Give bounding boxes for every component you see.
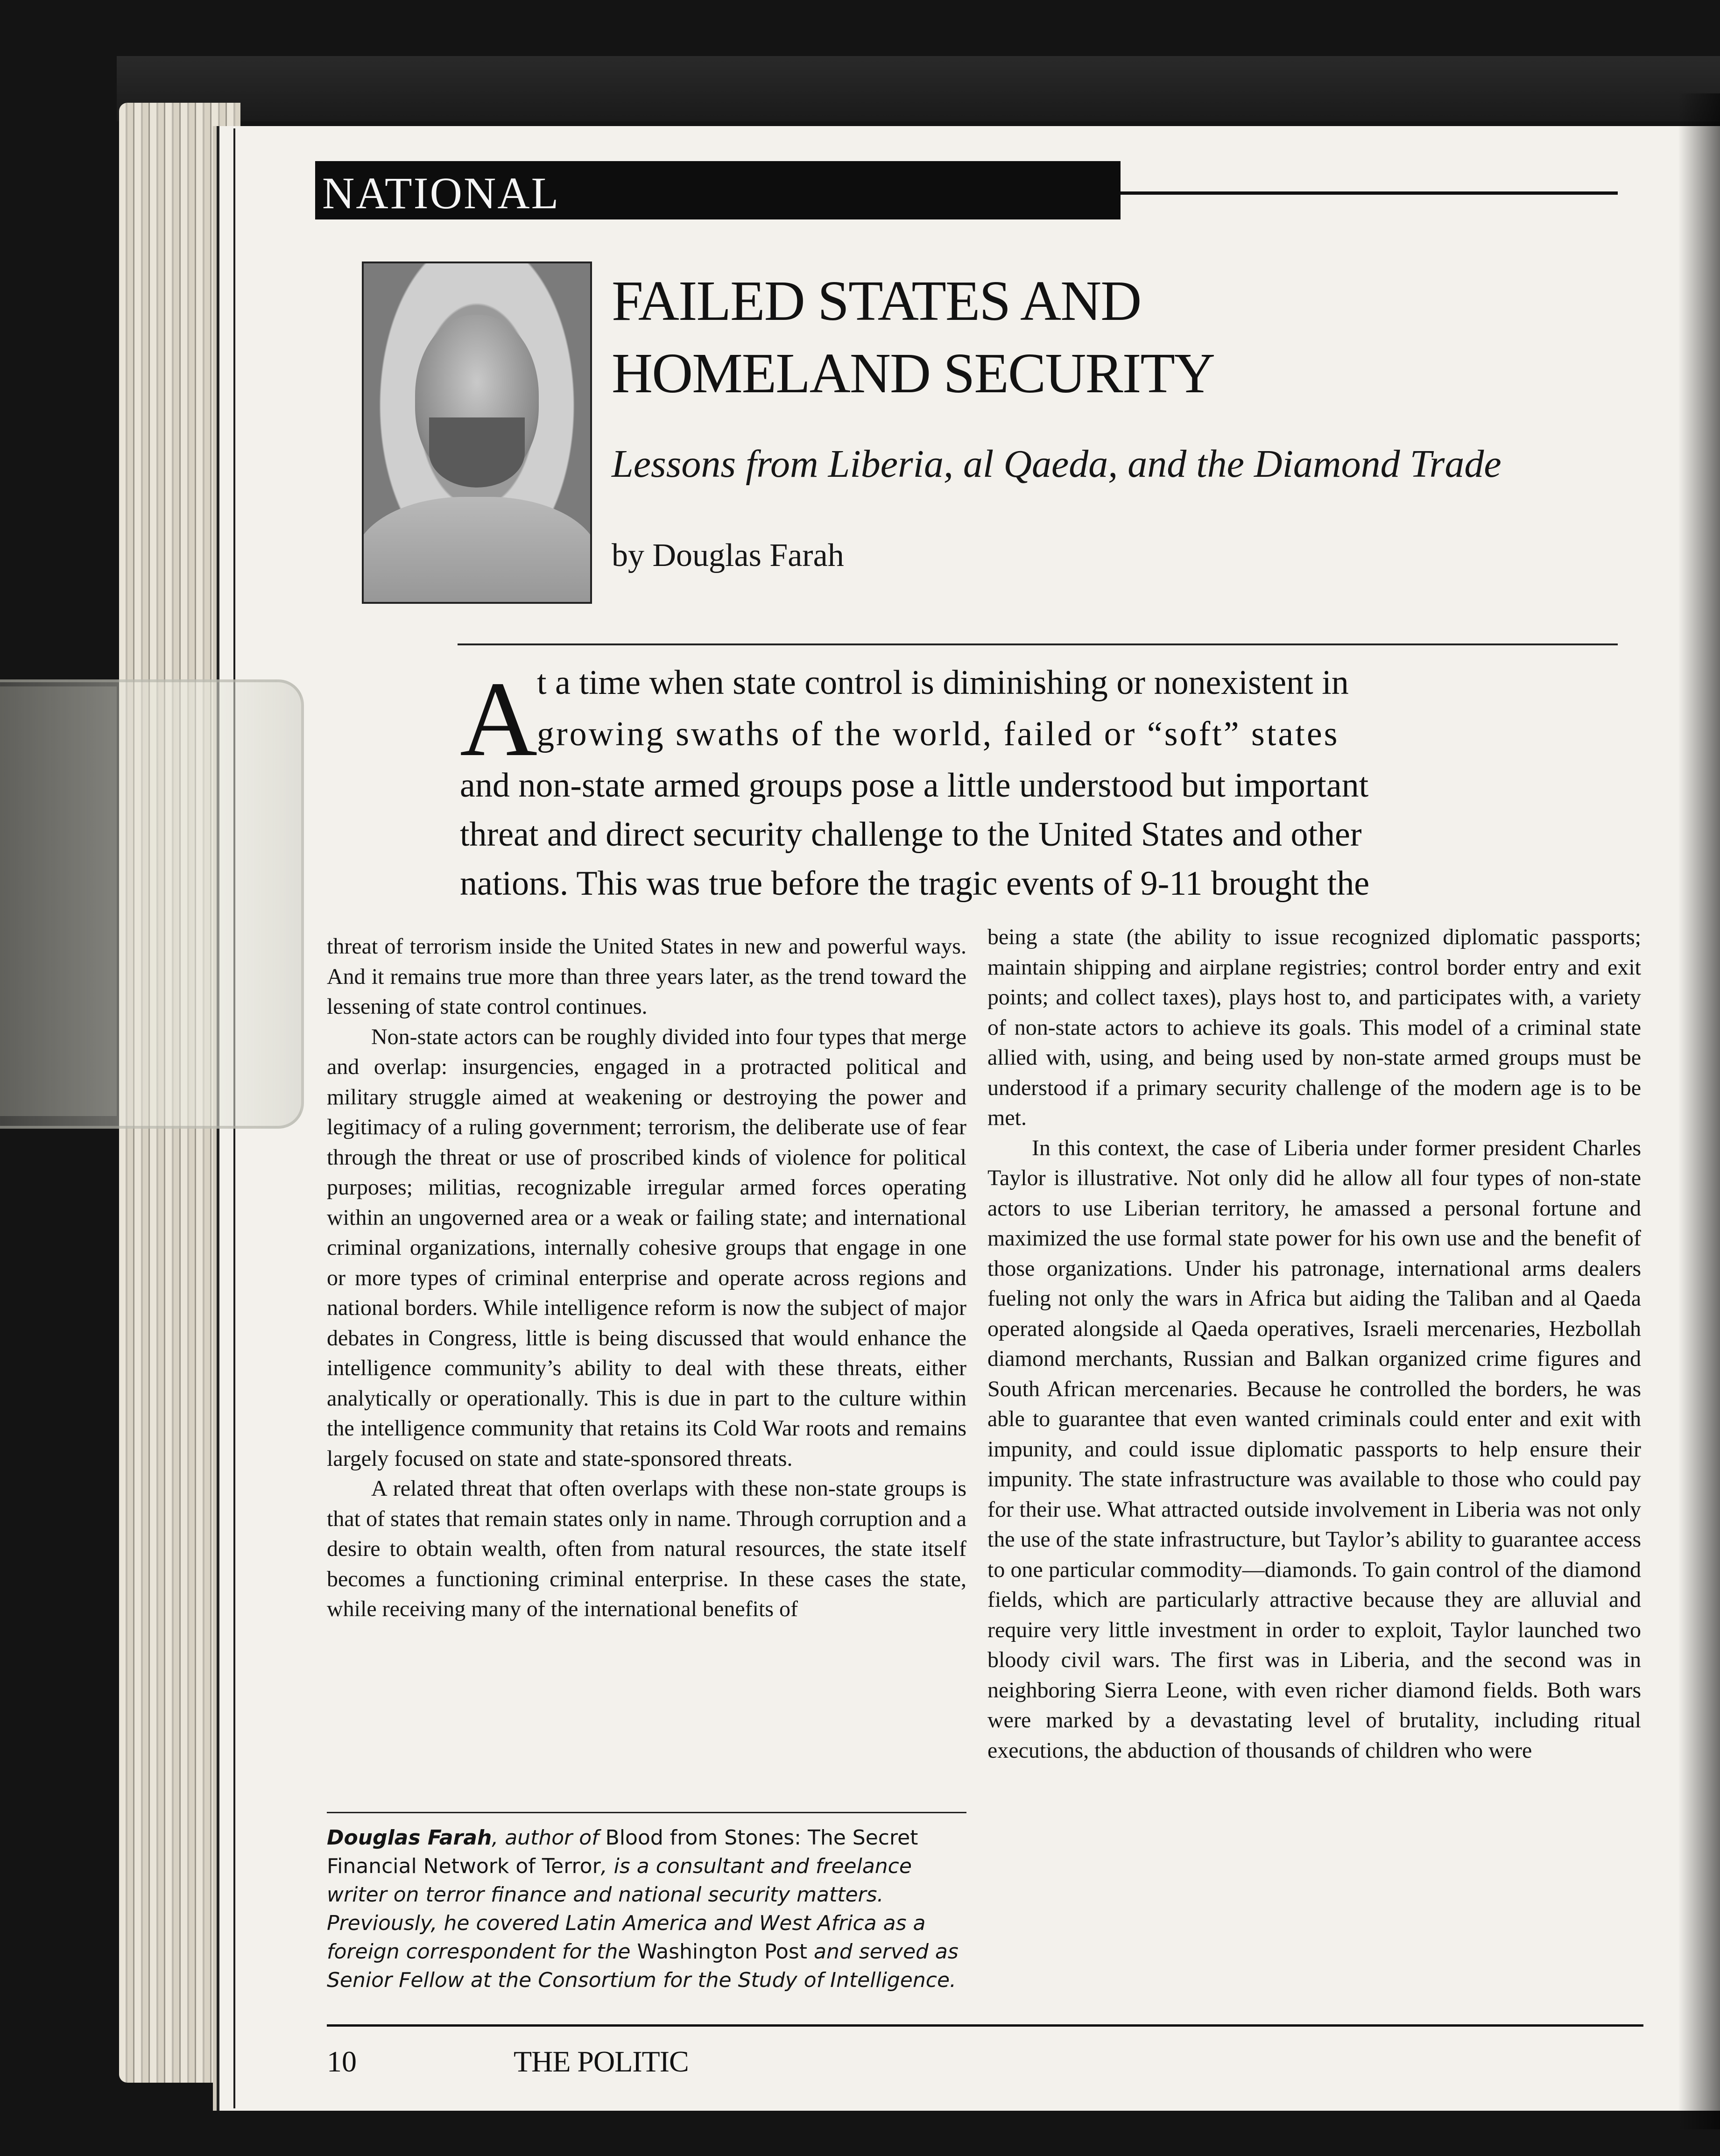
headline-line-2: HOMELAND SECURITY — [612, 342, 1215, 405]
body-paragraph: threat of terrorism inside the United States in new and powerful ways. And it remains true more than three years later, as the trend toward the lessening of state control continues. — [327, 934, 966, 1019]
headline-line-1: FAILED STATES AND — [612, 269, 1141, 332]
binder-edge — [117, 56, 1720, 121]
publication-name: THE POLITIC — [514, 2045, 689, 2078]
bio-text: and served as Senior Fellow at the Consortium for the Study of Intelligence. — [327, 1940, 959, 1992]
subtitle: Lessons from Liberia, al Qaeda, and the Diamond Trade — [612, 442, 1501, 486]
byline: by Douglas Farah — [612, 537, 844, 573]
section-rule — [1121, 191, 1618, 195]
footer-rule — [327, 2024, 1643, 2027]
body-paragraph: In this context, the case of Liberia under former president Charles Taylor is illustrative. Not only did he allow all four types of non-state actors to use Liberian territory, he amassed a personal fortune and maximized the use formal state power for his own use and the benefit of those organizations. Under his patronage, international arms dealers fueling not only the wars in Africa but aiding the Taliban and al Qaeda operated alongside al Qaeda operatives, Israeli mercenaries, Hezbollah diamond merchants, Russian and Balkan organized crime figures and South African mercenaries. Because he controlled the borders, he was able to guarantee that even wanted criminals could enter and exit with impunity, and could issue diplomatic passports to help ensure their impunity. The state infrastructure was available to those who could pay for their use. What attracted outside involvement in Liberia was not only the use of the state infrastructure, but Taylor’s ability to guarantee access to one particular commodity—diamonds. To gain control of the diamond fields, which are particularly attractive because they are alluvial and require very little investment in order to exploit, Taylor launched two bloody civil wars. The first was in Liberia, and the second was in neighboring Sierra Leone, with even richer diamond fields. Both wars were marked by a devastating level of brutality, including ritual executions, the abduction of thousands of children who were — [987, 1135, 1641, 1763]
bio-text: , author of — [492, 1826, 606, 1850]
drop-cap: A — [460, 659, 538, 778]
section-label: NATIONAL — [322, 168, 560, 218]
lead-line-4: threat and direct security challenge to the United States and other — [460, 815, 1362, 854]
bio-rule — [327, 1812, 966, 1813]
body-paragraph: Non-state actors can be roughly divided into four types that merge and overlap: insurgencies, engaged in a protracted political and military struggle aimed at weakening or destroying the power and legitimacy of a ruling government; terrorism, the deliberate use of fear through the threat or use of proscribed kinds of violence for political purposes; militias, recognizable irregular armed forces operating within an ungoverned area or a weak or failing state; and international criminal organizations, internally cohesive groups that engage in one or more types of criminal enterprise and operate across regions and national borders. While intelligence reform is now the subject of major debates in Congress, little is being discussed that would enhance the intelligence community’s ability to deal with these threats, either analytically or operationally. This is due in part to the culture within the intelligence community that retains its Cold War roots and remains largely focused on state and state-sponsored threats. — [327, 1024, 966, 1471]
page-number: 10 — [327, 2045, 357, 2078]
author-photo — [362, 262, 592, 604]
photo-beard — [429, 417, 525, 488]
body-paragraph: being a state (the ability to issue recognized diplomatic passports; maintain shipping and airplane registries; control border entry and exit points; and collect taxes), plays host to, and participates with, a variety of non-state actors to achieve its goals. This model of a criminal state allied with, using, and being used by non-state armed groups must be understood if a primary security challenge of the modern age is to be met. — [987, 925, 1641, 1130]
lead-line-1: t a time when state control is diminishing or nonexistent in — [537, 664, 1349, 702]
page-clip — [0, 679, 304, 1129]
page-curl-shadow — [1678, 93, 1720, 2129]
author-bio — [327, 1824, 969, 1994]
body-paragraph: A related threat that often overlaps with these non-state groups is that of states that remain states only in name. Through corruption and a desire to obtain wealth, often from natural resources, the state itself becomes a functioning criminal enterprise. In these cases the state, while receiving many of the international benefits of — [327, 1476, 966, 1621]
body-column-right — [987, 922, 1641, 1766]
bio-newspaper: Washington Post — [637, 1940, 808, 1964]
bio-book-title: Blood from Stones: The Secret Financial Network of Terror — [327, 1826, 918, 1878]
lead-line-5: nations. This was true before the tragic events of 9-11 brought the — [460, 864, 1370, 903]
lead-line-2: growing swaths of the world, failed or “soft” states — [537, 715, 1339, 753]
lead-line-3: and non-state armed groups pose a little understood but important — [460, 766, 1369, 805]
bio-text: , is a consultant and freelance writer on terror finance and national security matters. Previously, he covered Latin America and West Africa as a foreign correspondent for the — [327, 1854, 926, 1964]
body-column-left — [327, 932, 966, 1625]
bio-author-name: Douglas Farah — [327, 1826, 492, 1850]
photo-shoulders — [362, 497, 592, 604]
title-rule — [458, 643, 1618, 645]
